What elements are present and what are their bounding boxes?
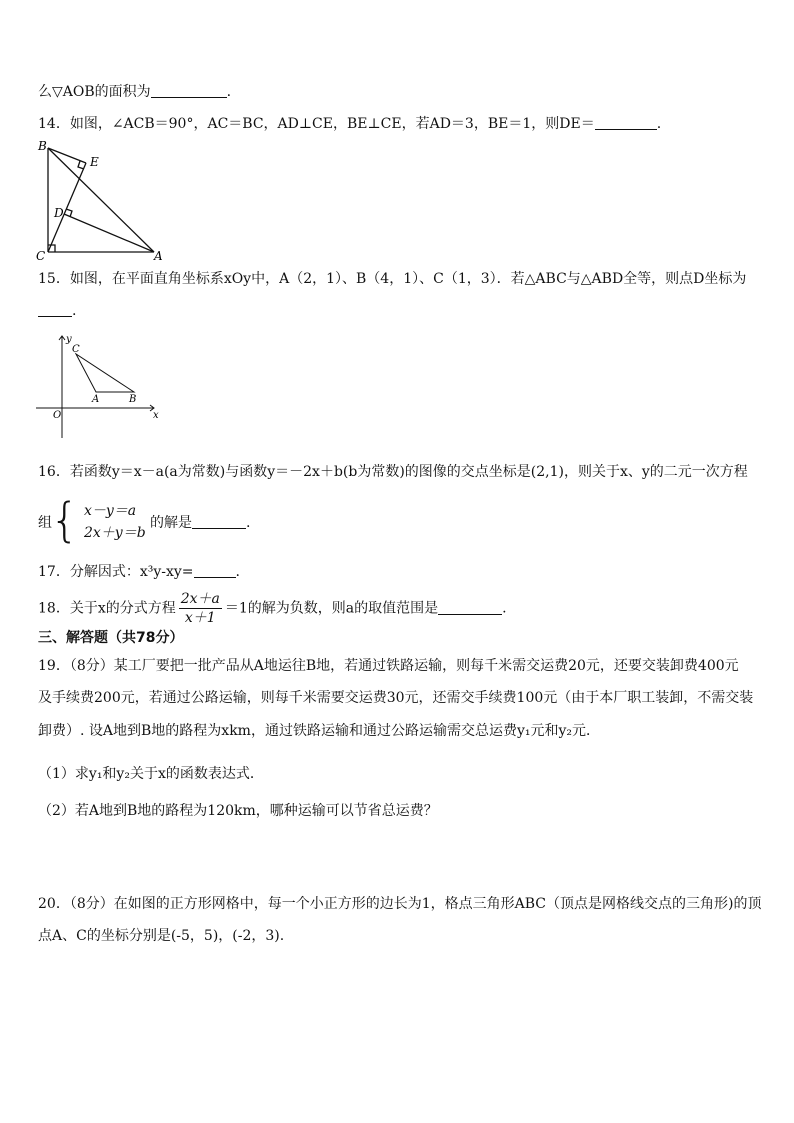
q17-text: 17．分解因式：x³y-xy= [38, 564, 194, 580]
label-A: A [92, 394, 100, 405]
q15-figure [36, 330, 164, 442]
label-A: A [154, 249, 163, 262]
system-eq1: x－y＝a [84, 503, 137, 519]
q17-question: 17．分解因式：x³y-xy= . [38, 564, 240, 580]
q15-answer-line: . [38, 301, 76, 321]
answer-blank [438, 600, 502, 615]
q18-question: 18．关于x的分式方程 $\frac{2x+a}{x+1}$ ＝1的解为负数，则a的取值范围是 . [38, 591, 507, 626]
label-y: y [66, 334, 72, 345]
answer-blank [595, 115, 657, 130]
answer-blank [194, 563, 236, 578]
q15-question [38, 269, 746, 289]
q20-line2: 点A、C的坐标分别是(-5，5)，(-2，3). [38, 928, 285, 944]
q13-tail: 么▽AOB的面积为 . [38, 84, 232, 100]
label-D: D [54, 206, 64, 220]
q16-suffix: 的解是 . [150, 515, 251, 531]
label-O: O [53, 410, 62, 421]
q13-text: 么▽AOB的面积为 [38, 84, 151, 100]
answer-blank [151, 83, 227, 98]
q16-question [38, 462, 748, 482]
q19-line1: 19．（8分）某工厂要把一批产品从A地运往B地，若通过铁路运输，则每千米需交运费20元，还要交装卸费400元 [38, 658, 739, 674]
answer-blank [192, 514, 246, 529]
label-C: C [72, 344, 80, 355]
q15-text: 15．如图，在平面直角坐标系xOy中，A（2，1）、B（4，1）、C（1，3）．若△ABC与△ABD全等，则点D坐标为 [38, 271, 747, 287]
q16-prefix: 组 [38, 515, 52, 531]
q20-line1: 20．（8分）在如图的正方形网格中，每一个小正方形的边长为1，格点三角形ABC（顶点是网格线交点的三角形)的顶 [38, 896, 762, 912]
label-B: B [129, 394, 137, 405]
answer-blank [38, 302, 72, 317]
q14-text: 14．如图，∠ACB＝90°，AC＝BC，AD⊥CE，BE⊥CE，若AD＝3，BE＝1，则DE＝ [38, 116, 595, 132]
q19-line2: 及手续费200元，若通过公路运输，则每千米需要交运费30元，还需交手续费100元（由于本厂职工装卸，不需交装 [38, 690, 754, 706]
q19-sub1: （1）求y₁和y₂关于x的函数表达式． [38, 766, 264, 782]
system-eq2: 2x＋y＝b [84, 525, 146, 541]
label-C: C [36, 249, 46, 262]
system-brace: { [50, 493, 80, 547]
label-E: E [90, 155, 99, 169]
q14-question: 14．如图，∠ACB＝90°，AC＝BC，AD⊥CE，BE⊥CE，若AD＝3，BE＝1，则DE＝ . [38, 116, 662, 132]
label-B: B [38, 139, 47, 153]
label-x: x [153, 410, 159, 421]
fraction: $\frac{2x+a}{x+1}$ [180, 591, 220, 626]
q19-sub2: （2）若A地到B地的路程为120km，哪种运输可以节省总运费？ [38, 803, 438, 819]
section-title: 三、解答题（共78分） [38, 630, 184, 646]
q14-figure [34, 138, 168, 262]
q19-line3: 卸费）. 设A地到B地的路程为xkm，通过铁路运输和通过公路运输需交总运费y₁元和y₂元． [38, 723, 600, 739]
q16-text: 16．若函数y＝x－a(a为常数)与函数y＝－2x＋b(b为常数)的图像的交点坐标是(2,1)，则关于x、y的二元一次方程 [38, 464, 748, 480]
